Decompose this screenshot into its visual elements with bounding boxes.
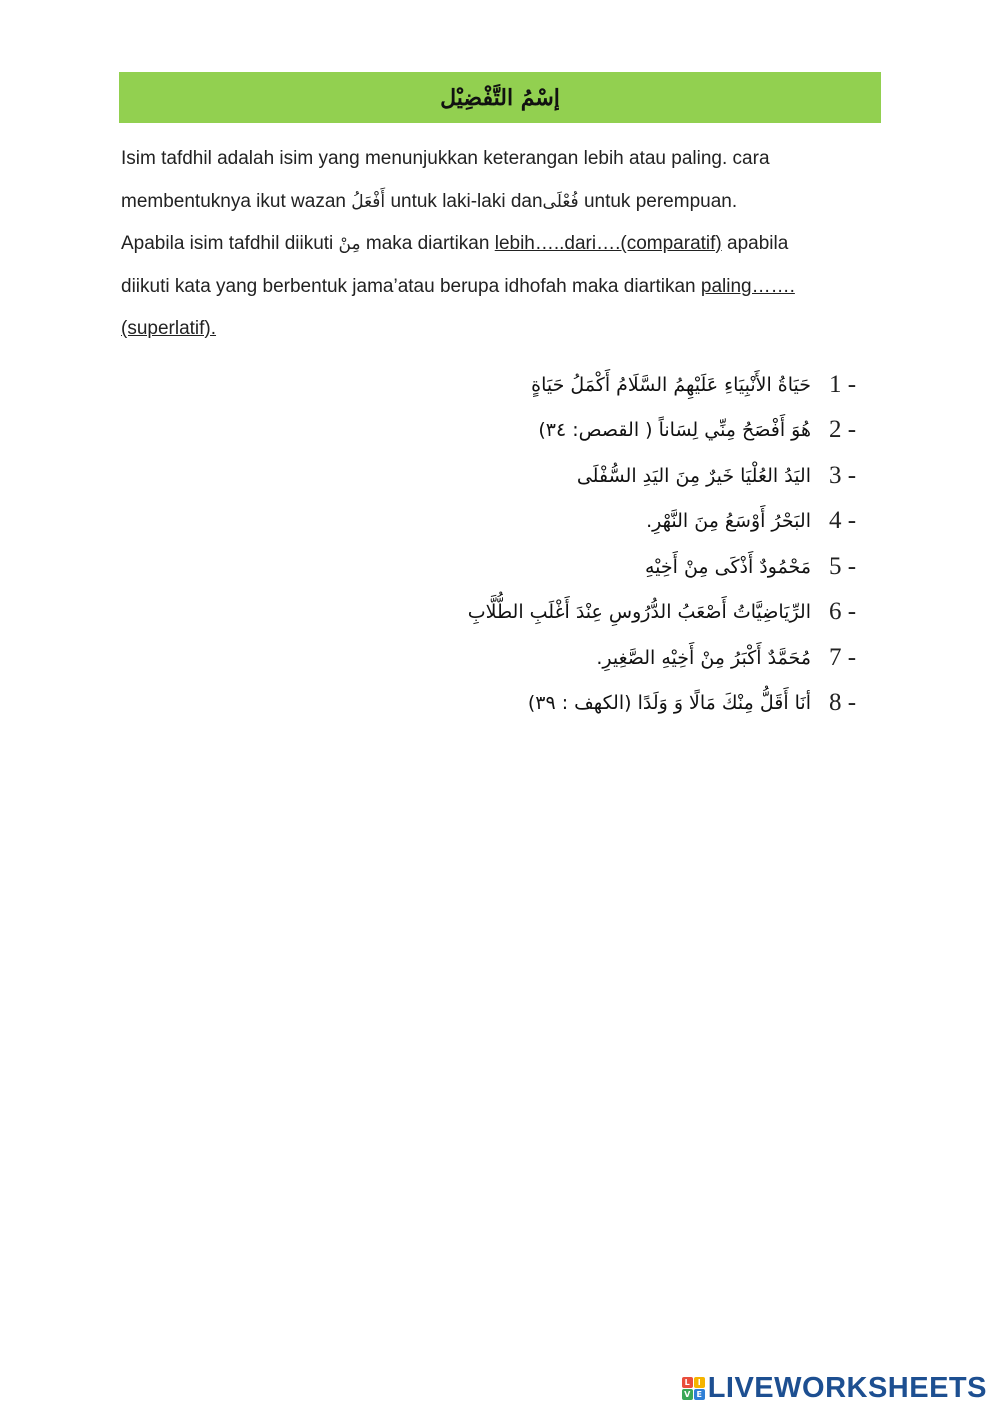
logo-mark-cell: V [682, 1389, 693, 1400]
page-title: إسْمُ التَّفْضِيْل [440, 84, 560, 111]
list-item [357, 362, 877, 408]
example-number: 2 - [829, 416, 857, 444]
example-sentence: أنَا أَقَلُّ مِنْكَ مَالًا وَ وَلَدًا (الكهف : ٣٩) [527, 692, 811, 715]
list-item [357, 408, 877, 454]
particle-min: مِنْ [338, 234, 361, 254]
superlative-term: paling……. [700, 275, 795, 297]
intro-paragraph [121, 138, 866, 351]
list-item [357, 590, 877, 636]
example-sentence: اليَدُ العُلْيَا خَيرٌ مِنَ اليَدِ السُّفْلَى [576, 464, 811, 487]
intro-text: apabila [721, 233, 789, 254]
example-sentence: مَحْمُودٌ أَذْكَى مِنْ أَخِيْهِ [644, 555, 811, 578]
list-item [357, 681, 877, 727]
logo-mark-cell: I [694, 1377, 705, 1388]
wazan-feminine: فُعْلَى [542, 191, 579, 212]
example-sentence: حَيَاةُ الأَنْبِيَاءِ عَلَيْهِمُ السَّلَامُ أَكْمَلُ حَيَاةٍ [531, 373, 811, 396]
intro-line-1 [121, 138, 866, 181]
intro-text: membentuknya ikut wazan [121, 190, 352, 212]
logo-mark-cell: E [694, 1389, 705, 1400]
wazan-masculine: أَفْعَلُ [351, 191, 386, 212]
example-number: 3 - [829, 461, 857, 489]
intro-text: diikuti kata yang berbentuk jama’atau berupa idhofah maka diartikan [121, 275, 701, 297]
example-number: 7 - [829, 643, 857, 671]
comparative-term: lebih…..dari….(comparatif) [494, 233, 722, 254]
logo-mark-icon [682, 1377, 705, 1400]
example-number: 6 - [829, 598, 857, 626]
example-sentence: الرِّيَاضِيَّاتُ أَصْعَبُ الدُّرُوسِ عِنْدَ أَغْلَبِ الطُّلَّابِ [467, 601, 811, 624]
intro-text: untuk laki-laki dan [385, 190, 543, 212]
intro-line-5 [121, 308, 866, 351]
intro-line-3 [121, 223, 866, 266]
list-item [357, 544, 877, 590]
list-item [357, 635, 877, 681]
logo-mark-cell: L [682, 1377, 693, 1388]
list-item [357, 453, 877, 499]
intro-line-2 [121, 181, 866, 224]
example-number: 8 - [829, 689, 857, 717]
superlative-label: (superlatif). [121, 318, 217, 339]
title-banner [119, 72, 881, 123]
intro-line-4 [121, 266, 866, 309]
intro-text: Apabila isim tafdhil diikuti [121, 233, 339, 254]
list-item [357, 499, 877, 545]
intro-text: untuk perempuan. [578, 190, 738, 212]
example-number: 5 - [829, 552, 857, 580]
example-number: 4 - [829, 507, 857, 535]
intro-text: maka diartikan [360, 233, 495, 254]
intro-text: Isim tafdhil adalah isim yang menunjukkan keterangan lebih atau paling. cara [121, 148, 770, 169]
example-sentence: مُحَمَّدٌ أَكْبَرُ مِنْ أَخِيْهِ الصَّغِيرِ. [596, 646, 811, 669]
example-sentence: هُوَ أَفْصَحُ مِنِّي لِسَاناً ( القصص: ٣٤) [538, 419, 811, 442]
logo-text: LIVEWORKSHEETS [707, 1372, 987, 1404]
liveworksheets-logo [682, 1372, 987, 1405]
examples-list [357, 362, 877, 726]
example-sentence: البَحْرُ أَوْسَعُ مِنَ النَّهْرِ. [646, 510, 811, 533]
example-number: 1 - [829, 370, 857, 398]
